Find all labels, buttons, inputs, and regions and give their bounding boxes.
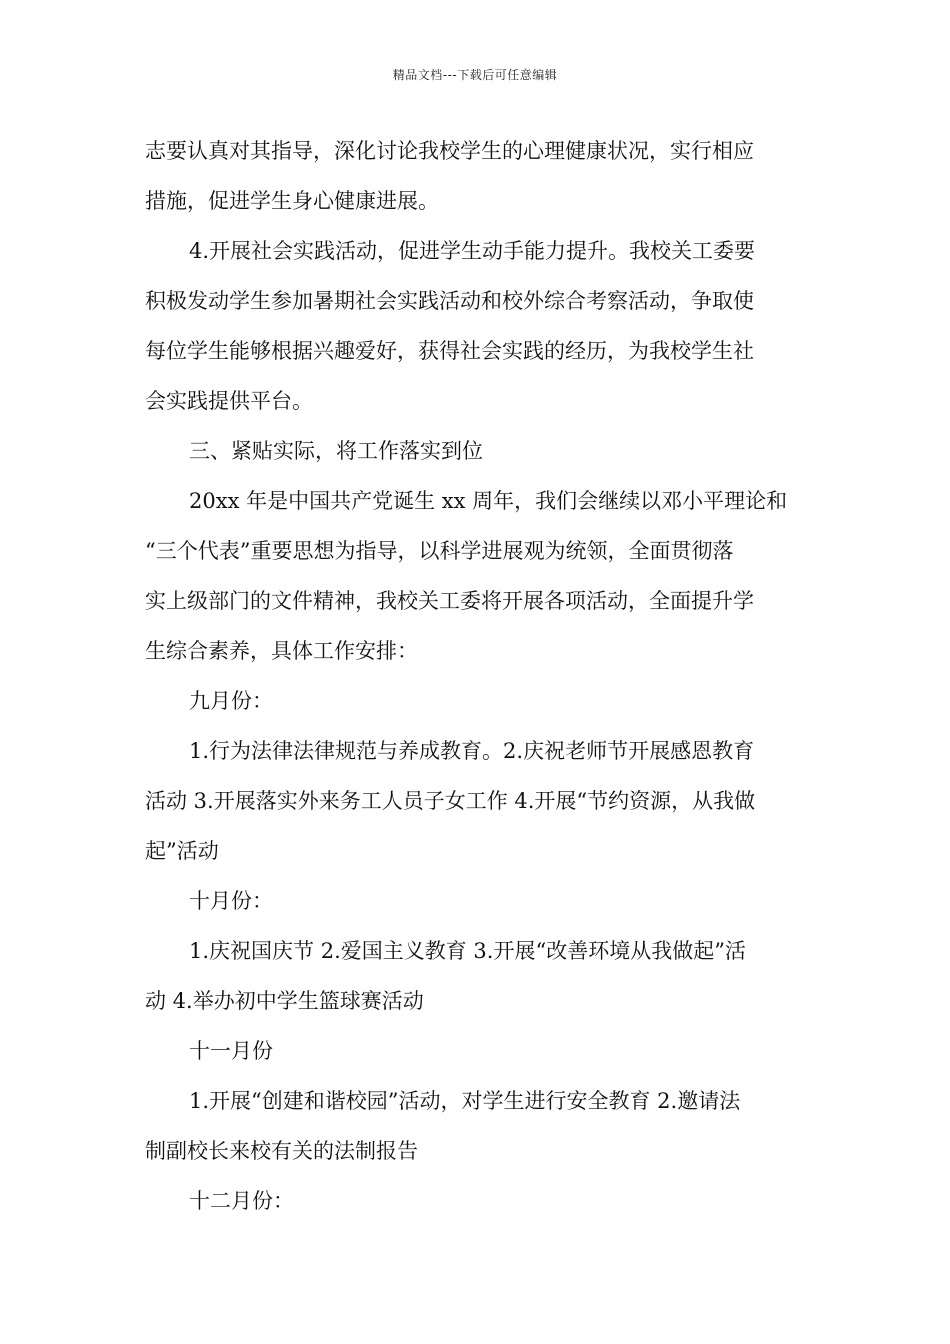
paragraph-line: 每位学生能够根据兴趣爱好，获得社会实践的经历，为我校学生社 — [145, 339, 754, 363]
paragraph-line: “三个代表”重要思想为指导，以科学进展观为统领，全面贯彻落 — [145, 539, 734, 563]
paragraph-first-line: 20xx 年是中国共产党诞生 xx 周年，我们会继续以邓小平理论和 — [189, 489, 788, 513]
paragraph-line: 会实践提供平台。 — [145, 389, 313, 413]
paragraph-first-line: 1.庆祝国庆节 2.爱国主义教育 3.开展“改善环境从我做起”活 — [189, 939, 746, 963]
paragraph-first-line: 十一月份 — [189, 1039, 273, 1063]
paragraph-line: 积极发动学生参加暑期社会实践活动和校外综合考察活动，争取使 — [145, 289, 754, 313]
paragraph-line: 实上级部门的文件精神，我校关工委将开展各项活动，全面提升学 — [145, 589, 754, 613]
paragraph-line: 动 4.举办初中学生篮球赛活动 — [145, 989, 424, 1013]
paragraph-first-line: 1.开展“创建和谐校园”活动，对学生进行安全教育 2.邀请法 — [189, 1089, 741, 1113]
paragraph-first-line: 三、紧贴实际，将工作落实到位 — [189, 439, 483, 463]
page-header: 精品文档---下载后可任意编辑 — [392, 68, 558, 82]
paragraph-first-line: 1.行为法律法律规范与养成教育。2.庆祝老师节开展感恩教育 — [189, 739, 755, 763]
paragraph-first-line: 十二月份： — [189, 1189, 294, 1213]
paragraph-line: 措施，促进学生身心健康进展。 — [145, 189, 439, 213]
paragraph-first-line: 九月份： — [189, 689, 273, 713]
paragraph-line: 起”活动 — [145, 839, 219, 863]
paragraph-line: 制副校长来校有关的法制报告 — [145, 1139, 418, 1163]
paragraph-line: 生综合素养，具体工作安排： — [145, 639, 418, 663]
paragraph-line: 活动 3.开展落实外来务工人员子女工作 4.开展“节约资源，从我做 — [145, 789, 756, 813]
paragraph-first-line: 十月份： — [189, 889, 273, 913]
document-body — [145, 126, 809, 1226]
paragraph-line: 志要认真对其指导，深化讨论我校学生的心理健康状况，实行相应 — [145, 139, 754, 163]
paragraph-first-line: 4.开展社会实践活动，促进学生动手能力提升。我校关工委要 — [189, 239, 756, 263]
